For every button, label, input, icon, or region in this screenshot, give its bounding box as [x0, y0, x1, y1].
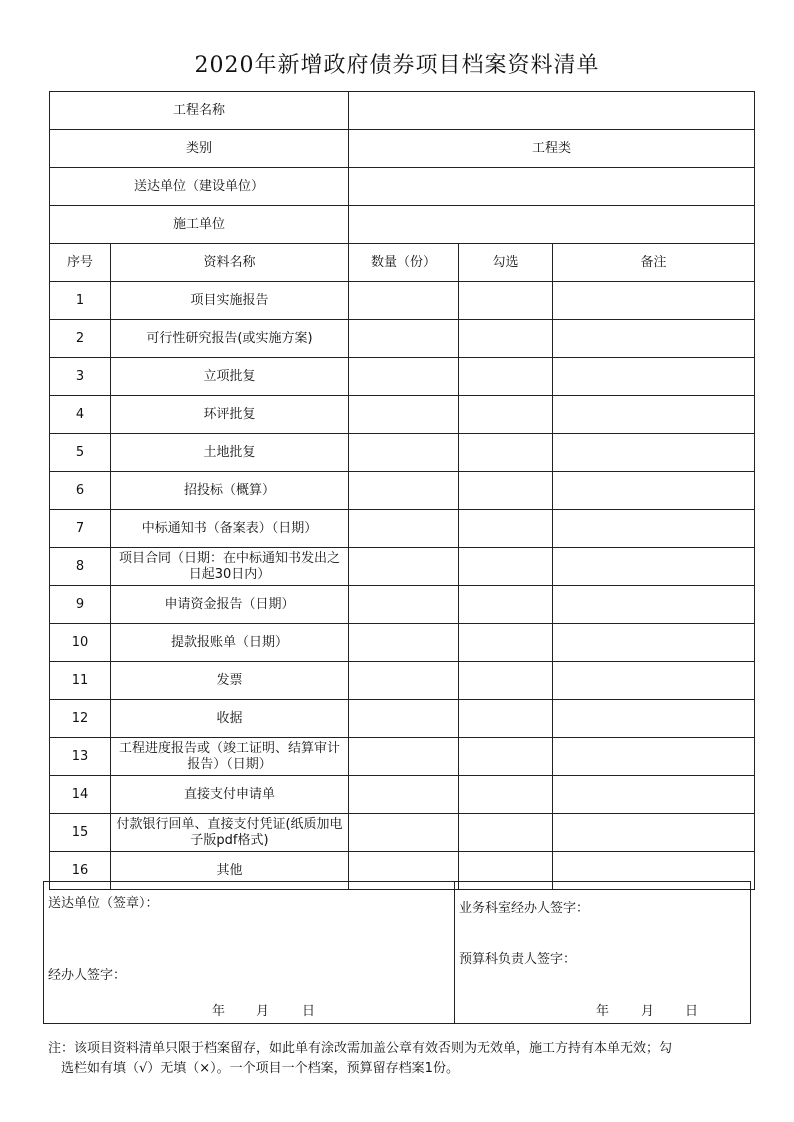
item-name: 直接支付申请单 [111, 776, 349, 814]
item-qty-cell[interactable] [349, 396, 459, 434]
info-label: 类别 [50, 130, 349, 168]
col-header-no: 序号 [50, 244, 111, 282]
item-qty-cell[interactable] [349, 320, 459, 358]
item-name: 提款报账单（日期） [111, 624, 349, 662]
item-no: 7 [50, 510, 111, 548]
item-check-cell[interactable] [459, 472, 553, 510]
item-check-cell[interactable] [459, 814, 553, 852]
info-row [50, 168, 755, 206]
item-qty-cell[interactable] [349, 434, 459, 472]
item-remark-cell[interactable] [553, 282, 755, 320]
item-qty-cell[interactable] [349, 548, 459, 586]
item-row [50, 700, 755, 738]
info-value[interactable] [349, 92, 755, 130]
item-name: 发票 [111, 662, 349, 700]
item-remark-cell[interactable] [553, 738, 755, 776]
item-check-cell[interactable] [459, 738, 553, 776]
item-row [50, 282, 755, 320]
item-check-cell[interactable] [459, 700, 553, 738]
item-row [50, 320, 755, 358]
col-header-name: 资料名称 [111, 244, 349, 282]
item-name: 可行性研究报告(或实施方案) [111, 320, 349, 358]
item-remark-cell[interactable] [553, 320, 755, 358]
item-no: 12 [50, 700, 111, 738]
right-month-label: 月 [641, 1004, 655, 1019]
signature-divider [454, 882, 455, 1023]
info-label: 施工单位 [50, 206, 349, 244]
item-check-cell[interactable] [459, 358, 553, 396]
item-qty-cell[interactable] [349, 624, 459, 662]
item-row [50, 814, 755, 852]
item-name: 工程进度报告或（竣工证明、结算审计报告）（日期） [111, 738, 349, 776]
col-header-check: 勾选 [459, 244, 553, 282]
item-row [50, 776, 755, 814]
checklist-table [49, 91, 755, 890]
left-day-label: 日 [302, 1004, 316, 1019]
item-name: 招投标（概算） [111, 472, 349, 510]
item-no: 13 [50, 738, 111, 776]
item-no: 10 [50, 624, 111, 662]
sender-seal-label: 送达单位（签章）： [48, 896, 159, 911]
item-name: 项目合同（日期：在中标通知书发出之日起30日内） [111, 548, 349, 586]
item-row [50, 624, 755, 662]
item-remark-cell[interactable] [553, 548, 755, 586]
item-remark-cell[interactable] [553, 510, 755, 548]
item-check-cell[interactable] [459, 510, 553, 548]
item-remark-cell[interactable] [553, 586, 755, 624]
item-qty-cell[interactable] [349, 814, 459, 852]
item-row [50, 510, 755, 548]
footnote [48, 1039, 758, 1079]
items-section [50, 282, 755, 890]
right-year-label: 年 [596, 1004, 610, 1019]
info-label: 工程名称 [50, 92, 349, 130]
info-section [50, 92, 755, 244]
info-value[interactable] [349, 206, 755, 244]
item-remark-cell[interactable] [553, 624, 755, 662]
item-no: 14 [50, 776, 111, 814]
item-qty-cell[interactable] [349, 662, 459, 700]
item-remark-cell[interactable] [553, 358, 755, 396]
budget-head-sign-label: 预算科负责人签字： [459, 952, 577, 967]
item-check-cell[interactable] [459, 586, 553, 624]
item-no: 6 [50, 472, 111, 510]
item-remark-cell[interactable] [553, 814, 755, 852]
col-header-remark: 备注 [553, 244, 755, 282]
left-year-label: 年 [212, 1004, 226, 1019]
column-header-row [50, 244, 755, 282]
item-row [50, 662, 755, 700]
item-check-cell[interactable] [459, 662, 553, 700]
info-value[interactable]: 工程类 [349, 130, 755, 168]
item-name: 其他 [111, 852, 349, 890]
handler-sign-label: 经办人签字： [48, 968, 127, 983]
item-name: 付款银行回单、直接支付凭证(纸质加电子版pdf格式) [111, 814, 349, 852]
item-no: 3 [50, 358, 111, 396]
dept-handler-sign-label: 业务科室经办人签字： [459, 901, 590, 916]
item-row [50, 738, 755, 776]
item-name: 环评批复 [111, 396, 349, 434]
item-qty-cell[interactable] [349, 738, 459, 776]
item-name: 立项批复 [111, 358, 349, 396]
item-name: 中标通知书（备案表）（日期） [111, 510, 349, 548]
item-check-cell[interactable] [459, 320, 553, 358]
item-check-cell[interactable] [459, 282, 553, 320]
item-qty-cell[interactable] [349, 510, 459, 548]
item-no: 9 [50, 586, 111, 624]
item-remark-cell[interactable] [553, 434, 755, 472]
page-title: 2020年新增政府债券项目档案资料清单 [194, 53, 600, 78]
item-remark-cell[interactable] [553, 700, 755, 738]
signature-block [43, 881, 751, 1024]
item-no: 1 [50, 282, 111, 320]
info-value[interactable] [349, 168, 755, 206]
item-row [50, 586, 755, 624]
left-month-label: 月 [256, 1004, 270, 1019]
item-qty-cell[interactable] [349, 358, 459, 396]
footnote-line-2: 选栏如有填（√）无填（×）。一个项目一个档案，预算留存档案1份。 [61, 1061, 459, 1076]
item-no: 8 [50, 548, 111, 586]
item-no: 2 [50, 320, 111, 358]
item-row [50, 358, 755, 396]
info-row [50, 130, 755, 168]
item-qty-cell[interactable] [349, 776, 459, 814]
item-check-cell[interactable] [459, 776, 553, 814]
item-row [50, 396, 755, 434]
item-remark-cell[interactable] [553, 396, 755, 434]
info-label: 送达单位（建设单位） [50, 168, 349, 206]
item-remark-cell[interactable] [553, 776, 755, 814]
item-qty-cell[interactable] [349, 282, 459, 320]
info-row [50, 206, 755, 244]
item-no: 16 [50, 852, 111, 890]
item-name: 申请资金报告（日期） [111, 586, 349, 624]
item-qty-cell[interactable] [349, 472, 459, 510]
item-no: 11 [50, 662, 111, 700]
item-row [50, 548, 755, 586]
item-check-cell[interactable] [459, 624, 553, 662]
item-no: 15 [50, 814, 111, 852]
item-no: 4 [50, 396, 111, 434]
footnote-line-1: 注：该项目资料清单只限于档案留存，如此单有涂改需加盖公章有效否则为无效单，施工方持有本单无效；勾 [48, 1041, 673, 1056]
item-check-cell[interactable] [459, 548, 553, 586]
item-qty-cell[interactable] [349, 700, 459, 738]
col-header-qty: 数量（份） [349, 244, 459, 282]
item-name: 收据 [111, 700, 349, 738]
item-check-cell[interactable] [459, 434, 553, 472]
item-qty-cell[interactable] [349, 586, 459, 624]
item-remark-cell[interactable] [553, 662, 755, 700]
item-row [50, 472, 755, 510]
item-row [50, 434, 755, 472]
item-name: 项目实施报告 [111, 282, 349, 320]
item-remark-cell[interactable] [553, 472, 755, 510]
item-check-cell[interactable] [459, 396, 553, 434]
item-name: 土地批复 [111, 434, 349, 472]
item-no: 5 [50, 434, 111, 472]
info-row [50, 92, 755, 130]
right-day-label: 日 [685, 1004, 699, 1019]
